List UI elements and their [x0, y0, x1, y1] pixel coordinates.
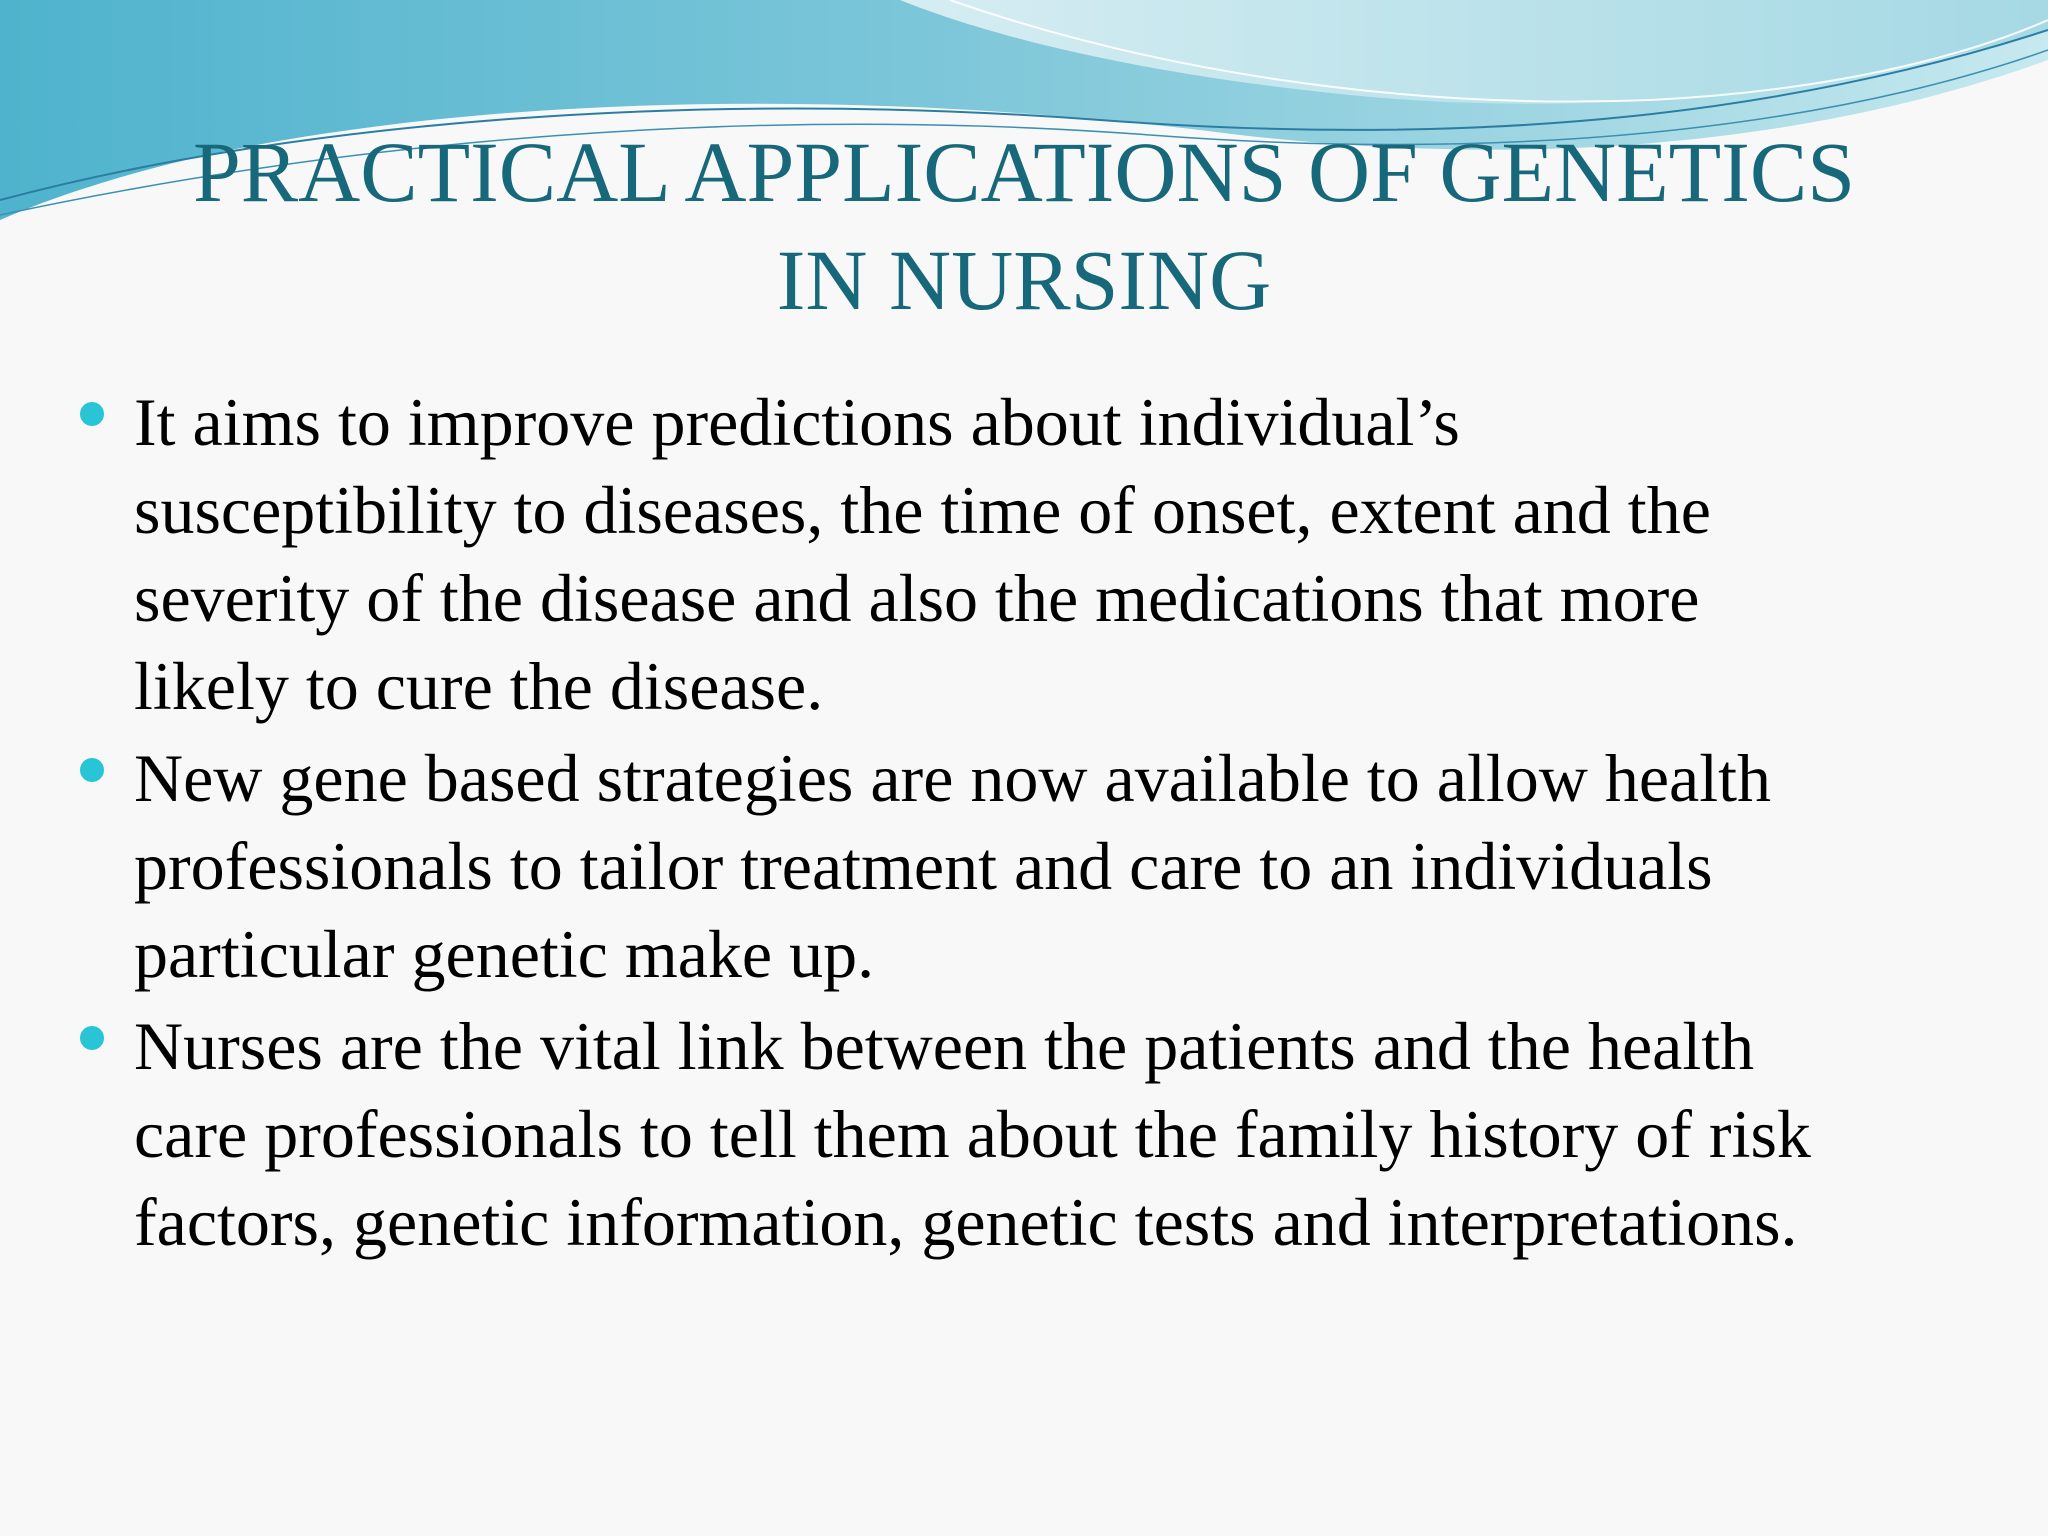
bullet-line: susceptibility to diseases, the time of onset, extent and the [134, 472, 1711, 548]
bullet-line: Nurses are the vital link between the patients and the health [134, 1008, 1755, 1084]
bullet-item-2 [76, 734, 2006, 998]
slide-title [0, 118, 2048, 334]
bullet-item-1 [76, 378, 2006, 730]
bullet-dot-icon [80, 758, 104, 782]
bullet-item-3 [76, 1002, 2006, 1266]
title-line-2: IN NURSING [776, 232, 1272, 328]
bullet-dot-icon [80, 402, 104, 426]
bullet-line: It aims to improve predictions about individual’s [134, 384, 1460, 460]
bullet-line: likely to cure the disease. [134, 648, 824, 724]
bullet-line: New gene based strategies are now available to allow health [134, 740, 1772, 816]
bullet-line: factors, genetic information, genetic tests and interpretations. [134, 1184, 1798, 1260]
bullet-dot-icon [80, 1026, 104, 1050]
bullet-line: particular genetic make up. [134, 916, 875, 992]
bullet-line: severity of the disease and also the medications that more [134, 560, 1700, 636]
bullet-line: care professionals to tell them about the family history of risk [134, 1096, 1811, 1172]
title-line-1: PRACTICAL APPLICATIONS OF GENETICS [192, 124, 1856, 220]
bullet-line: professionals to tailor treatment and care to an individuals [134, 828, 1713, 904]
bullet-list [76, 378, 2006, 1270]
